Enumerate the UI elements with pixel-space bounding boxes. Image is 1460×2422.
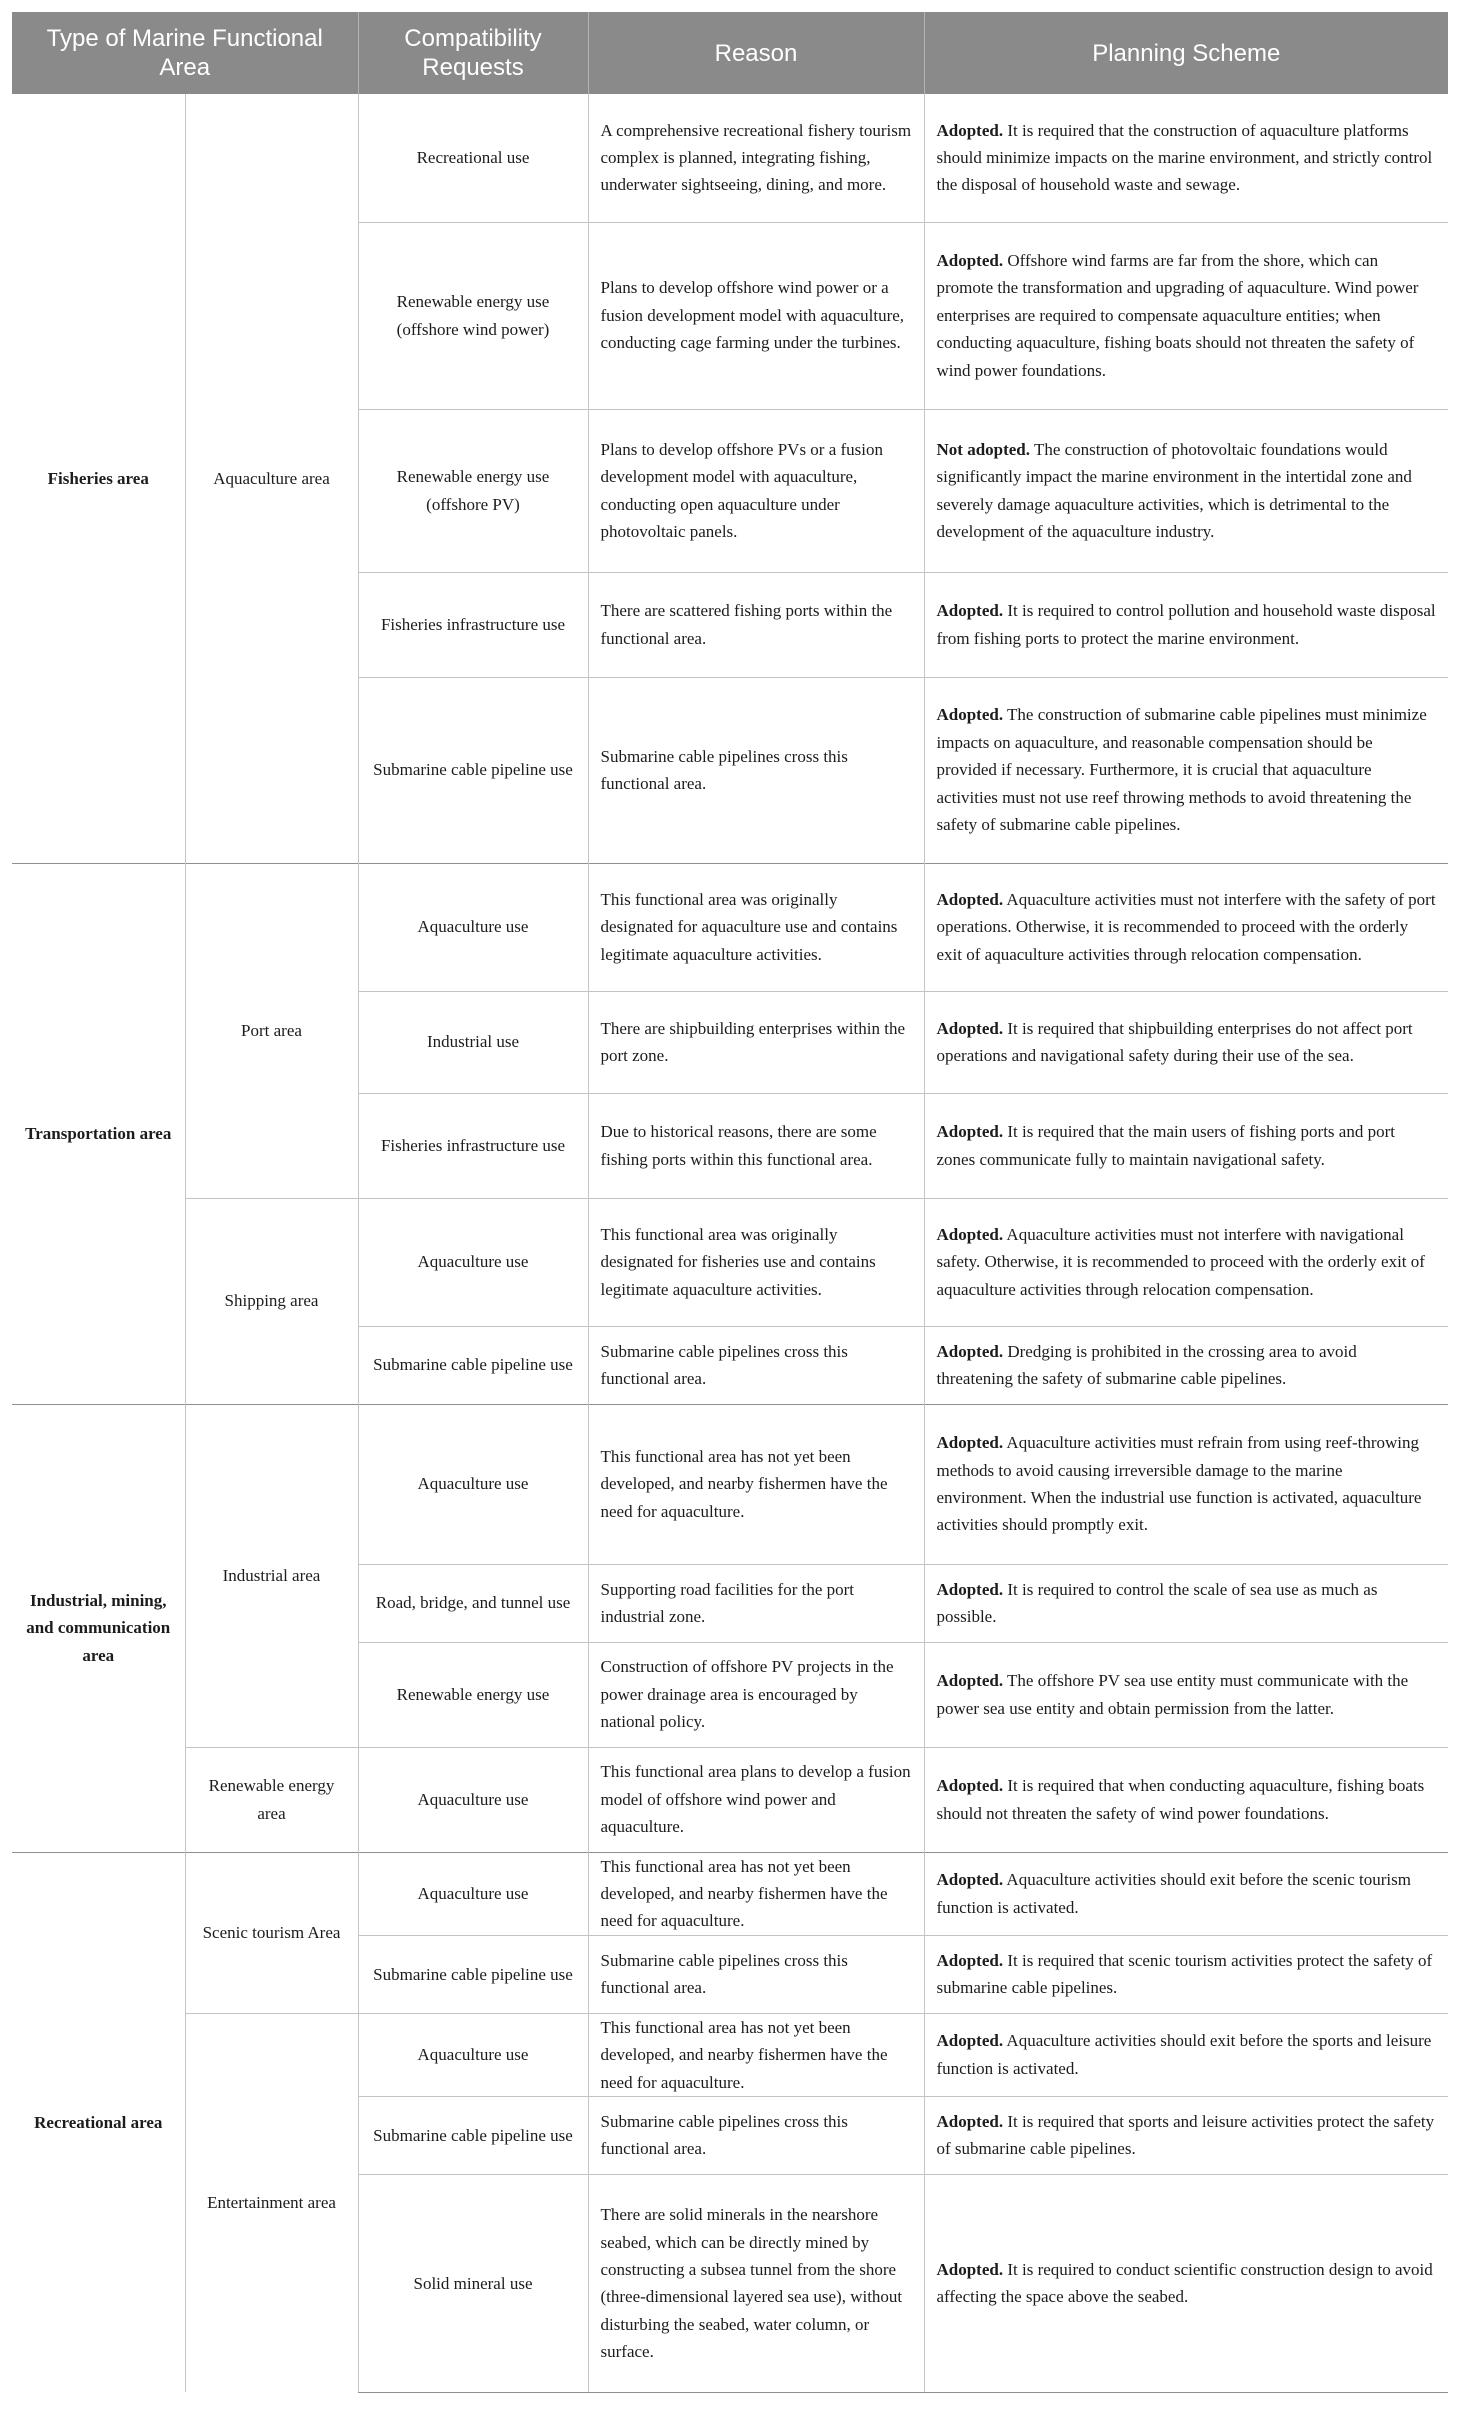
header-reason: Reason: [588, 12, 924, 94]
scheme-decision: Not adopted.: [936, 439, 1031, 459]
reason-cell: This functional area plans to develop a fusion model of offshore wind power and aquaculture.: [588, 1747, 924, 1852]
table-row: [12, 94, 1448, 222]
table-row: [12, 863, 1448, 991]
compatibility-table: [12, 12, 1448, 2393]
planning-scheme-cell: [924, 1198, 1448, 1326]
scheme-decision: Adopted.: [936, 1122, 1004, 1142]
scheme-detail: The offshore PV sea use entity must communicate with the power sea use entity and obtain permission from the latter.: [936, 1671, 1409, 1718]
reason-cell: This functional area was originally designated for aquaculture use and contains legitimate aquaculture activities.: [588, 863, 924, 991]
header-compatibility-requests: Compatibility Requests: [358, 12, 588, 94]
reason-cell: This functional area has not yet been developed, and nearby fishermen have the need for aquaculture.: [588, 2013, 924, 2096]
planning-scheme-cell: [924, 1564, 1448, 1642]
reason-cell: There are solid minerals in the nearshore seabed, which can be directly mined by constructing a subsea tunnel from the shore (three-dimensional layered sea use), without disturbing the seabed, water column, or surface.: [588, 2174, 924, 2392]
reason-cell: This functional area has not yet been developed, and nearby fishermen have the need for aquaculture.: [588, 1852, 924, 1935]
subarea-cell: Shipping area: [185, 1198, 358, 1404]
header-functional-area-type: Type of Marine Functional Area: [12, 12, 358, 94]
planning-scheme-cell: [924, 572, 1448, 677]
scheme-decision: Adopted.: [936, 1950, 1004, 1970]
compatibility-request-cell: Road, bridge, and tunnel use: [358, 1564, 588, 1642]
planning-scheme-cell: [924, 222, 1448, 409]
compatibility-request-cell: Aquaculture use: [358, 2013, 588, 2096]
compatibility-request-cell: Fisheries infrastructure use: [358, 572, 588, 677]
reason-cell: Due to historical reasons, there are some fishing ports within this functional area.: [588, 1093, 924, 1198]
planning-scheme-cell: [924, 863, 1448, 991]
functional-area-type-cell: Recreational area: [12, 1852, 185, 2392]
compatibility-request-cell: Solid mineral use: [358, 2174, 588, 2392]
scheme-detail: Aquaculture activities must not interfere with navigational safety. Otherwise, it is recommended to proceed with the orderly exit of aquaculture activities through relocation compensation.: [936, 1224, 1425, 1299]
planning-scheme-cell: [924, 1935, 1448, 2013]
scheme-decision: Adopted.: [936, 889, 1004, 909]
scheme-detail: Offshore wind farms are far from the shore, which can promote the transformation and upgrading of aquaculture. Wind power enterprises are required to compensate aquaculture entities; when conducting aquaculture, fishing boats should not threaten the safety of wind power foundations.: [936, 250, 1419, 380]
table-row: [12, 2013, 1448, 2096]
subarea-cell: Port area: [185, 863, 358, 1198]
planning-scheme-cell: [924, 991, 1448, 1093]
reason-cell: There are scattered fishing ports within the functional area.: [588, 572, 924, 677]
compatibility-request-cell: Submarine cable pipeline use: [358, 1935, 588, 2013]
scheme-detail: It is required that the main users of fishing ports and port zones communicate fully to maintain navigational safety.: [936, 1122, 1395, 1169]
scheme-detail: It is required to conduct scientific construction design to avoid affecting the space above the seabed.: [936, 2260, 1433, 2307]
scheme-detail: Dredging is prohibited in the crossing area to avoid threatening the safety of submarine cable pipelines.: [936, 1341, 1357, 1388]
scheme-decision: Adopted.: [936, 2031, 1004, 2051]
reason-cell: This functional area was originally designated for fisheries use and contains legitimate aquaculture activities.: [588, 1198, 924, 1326]
planning-scheme-cell: [924, 1747, 1448, 1852]
scheme-detail: It is required that scenic tourism activities protect the safety of submarine cable pipelines.: [936, 1950, 1433, 1998]
planning-scheme-cell: [924, 1093, 1448, 1198]
scheme-detail: It is required that sports and leisure activities protect the safety of submarine cable pipelines.: [936, 2112, 1435, 2159]
scheme-detail: It is required to control pollution and household waste disposal from fishing ports to protect the marine environment.: [936, 601, 1436, 648]
reason-cell: Submarine cable pipelines cross this functional area.: [588, 2096, 924, 2174]
functional-area-type-cell: Fisheries area: [47, 468, 149, 488]
table-row: [12, 1404, 1448, 1564]
compatibility-request-cell: Aquaculture use: [358, 863, 588, 991]
scheme-detail: Aquaculture activities should exit before the sports and leisure function is activated.: [936, 2031, 1432, 2078]
scheme-decision: Adopted.: [936, 250, 1004, 270]
compatibility-request-cell: Aquaculture use: [358, 1404, 588, 1564]
table-row: [12, 1747, 1448, 1852]
planning-scheme-cell: [924, 2013, 1448, 2096]
scheme-decision: Adopted.: [936, 2112, 1004, 2132]
scheme-detail: Aquaculture activities should exit before the scenic tourism function is activated.: [936, 1870, 1411, 1917]
subarea-cell: Aquaculture area: [185, 94, 358, 863]
scheme-decision: Adopted.: [936, 1433, 1004, 1453]
header-planning-scheme: Planning Scheme: [924, 12, 1448, 94]
compatibility-request-cell: Submarine cable pipeline use: [358, 2096, 588, 2174]
scheme-detail: The construction of submarine cable pipelines must minimize impacts on aquaculture, and reasonable compensation should be provided if necessary. Furthermore, it is crucial that aquaculture activities must not use reef throwing methods to avoid threatening the safety of submarine cable pipelines.: [936, 705, 1427, 835]
scheme-decision: Adopted.: [936, 1341, 1004, 1361]
table-container: [12, 12, 1448, 2393]
planning-scheme-cell: [924, 2096, 1448, 2174]
reason-cell: Plans to develop offshore wind power or a fusion development model with aquaculture, conducting cage farming under the turbines.: [588, 222, 924, 409]
scheme-decision: Adopted.: [936, 120, 1004, 140]
compatibility-request-cell: Renewable energy use (offshore PV): [358, 409, 588, 572]
compatibility-request-cell: Aquaculture use: [358, 1198, 588, 1326]
planning-scheme-cell: [924, 2174, 1448, 2392]
table-row: [12, 1198, 1448, 1326]
compatibility-request-cell: Industrial use: [358, 991, 588, 1093]
compatibility-request-cell: Renewable energy use: [358, 1642, 588, 1747]
functional-area-type-cell: Industrial, mining, and communication area: [12, 1404, 185, 1852]
planning-scheme-cell: [924, 1404, 1448, 1564]
compatibility-request-cell: Aquaculture use: [358, 1852, 588, 1935]
reason-cell: This functional area has not yet been developed, and nearby fishermen have the need for aquaculture.: [588, 1404, 924, 1564]
reason-cell: Supporting road facilities for the port industrial zone.: [588, 1564, 924, 1642]
subarea-cell: Entertainment area: [185, 2013, 358, 2392]
scheme-decision: Adopted.: [936, 601, 1004, 621]
planning-scheme-cell: [924, 1326, 1448, 1404]
subarea-cell: Renewable energy area: [185, 1747, 358, 1852]
scheme-decision: Adopted.: [936, 1018, 1004, 1038]
scheme-decision: Adopted.: [936, 1579, 1004, 1599]
scheme-decision: Adopted.: [936, 705, 1004, 725]
header-row: [12, 12, 1448, 94]
planning-scheme-cell: [924, 94, 1448, 222]
reason-cell: Construction of offshore PV projects in the power drainage area is encouraged by national policy.: [588, 1642, 924, 1747]
planning-scheme-cell: [924, 677, 1448, 863]
scheme-detail: It is required that the construction of aquaculture platforms should minimize impacts on the marine environment, and strictly control the disposal of household waste and sewage.: [936, 120, 1433, 195]
scheme-decision: Adopted.: [936, 1776, 1004, 1796]
reason-cell: A comprehensive recreational fishery tourism complex is planned, integrating fishing, underwater sightseeing, dining, and more.: [588, 94, 924, 222]
table-header: [12, 12, 1448, 94]
table-row: [12, 1852, 1448, 1935]
subarea-cell: Scenic tourism Area: [185, 1852, 358, 2013]
scheme-decision: Adopted.: [936, 1870, 1004, 1890]
compatibility-request-cell: Submarine cable pipeline use: [358, 677, 588, 863]
planning-scheme-cell: [924, 409, 1448, 572]
planning-scheme-cell: [924, 1642, 1448, 1747]
table-body: [12, 94, 1448, 2392]
functional-area-type-cell: Transportation area: [12, 863, 185, 1404]
scheme-detail: It is required to control the scale of sea use as much as possible.: [936, 1579, 1378, 1626]
compatibility-request-cell: Fisheries infrastructure use: [358, 1093, 588, 1198]
scheme-detail: Aquaculture activities must refrain from using reef-throwing methods to avoid causing irreversible damage to the marine environment. When the industrial use function is activated, aquaculture activities should promptly exit.: [936, 1433, 1422, 1535]
planning-scheme-cell: [924, 1852, 1448, 1935]
compatibility-request-cell: Renewable energy use (offshore wind power): [358, 222, 588, 409]
scheme-detail: The construction of photovoltaic foundations would significantly impact the marine environment in the intertidal zone and severely damage aquaculture activities, which is detrimental to the development of the aquaculture industry.: [936, 439, 1412, 541]
reason-cell: Submarine cable pipelines cross this functional area.: [588, 1326, 924, 1404]
scheme-decision: Adopted.: [936, 2260, 1004, 2280]
scheme-decision: Adopted.: [936, 1224, 1004, 1244]
scheme-detail: Aquaculture activities must not interfere with the safety of port operations. Otherwise, it is recommended to proceed with the orderly exit of aquaculture activities through relocation compensation.: [936, 889, 1436, 964]
compatibility-request-cell: Aquaculture use: [358, 1747, 588, 1852]
compatibility-request-cell: Recreational use: [358, 94, 588, 222]
reason-cell: Submarine cable pipelines cross this functional area.: [588, 1935, 924, 2013]
scheme-decision: Adopted.: [936, 1671, 1004, 1691]
scheme-detail: It is required that when conducting aquaculture, fishing boats should not threaten the safety of wind power foundations.: [936, 1776, 1425, 1823]
compatibility-request-cell: Submarine cable pipeline use: [358, 1326, 588, 1404]
subarea-cell: Industrial area: [185, 1404, 358, 1747]
scheme-detail: It is required that shipbuilding enterprises do not affect port operations and navigational safety during their use of the sea.: [936, 1018, 1413, 1065]
reason-cell: Plans to develop offshore PVs or a fusion development model with aquaculture, conducting open aquaculture under photovoltaic panels.: [588, 409, 924, 572]
reason-cell: Submarine cable pipelines cross this functional area.: [588, 677, 924, 863]
reason-cell: There are shipbuilding enterprises within the port zone.: [588, 991, 924, 1093]
